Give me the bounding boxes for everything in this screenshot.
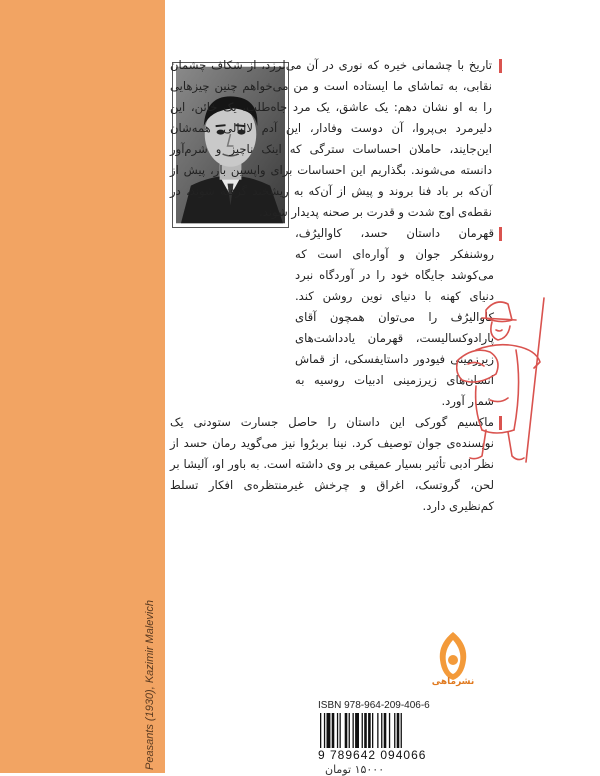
back-cover-text [170, 55, 500, 517]
price-label: ۱۵۰۰۰ تومان [325, 763, 385, 776]
book-spine [0, 0, 165, 773]
publisher-name: نشرماهی [431, 677, 475, 687]
peasant-illustration [456, 290, 564, 465]
blurb-paragraph-3: ماکسیم گورکی این داستان را حاصل جسارت ستودنی یک نویسنده‌ی جوان توصیف کرد. نینا بربرُوا نیز می‌گوید رمان حسد از نظر ادبی تأثیر بسیار عمیقی بر وی داشته است. به باور او، آلیشا بر لحن، گروتسک، اغراق و چرخش غیرمنتظره‌ی افکار تسلط کم‌نظیری دارد. [170, 412, 500, 517]
blurb-paragraph-1: تاریخ با چشمانی خیره که نوری در آن می‌لرزد، از شکاف چشمان نقابی، به تماشای ما ایستاده است و من می‌خواهم چنین چیزهایی را به او نشان دهم: یک عاشق، یک مرد جاه‌طلب، یک خائن، این دلیرمرد بی‌پروا، آن دوست وفادار، این آدم لاابالی. همه‌شان این‌جایند، حاملان احساسات سترگی که اینک ناچیز و شرم‌آور دانسته می‌شوند. بگذاریم این احساسات برای واپسین بار، پیش از آن‌که بر باد فنا بروند و پیش از آن‌که به ریشخند گرفته شوند، در نقطه‌ی اوج شدت و قدرت بر صحنه پدیدار شوند. [170, 55, 500, 223]
painting-credit: Peasants (1930), Kazimir Malevich [144, 600, 156, 770]
paragraph-marker [499, 59, 502, 73]
paragraph-marker [499, 227, 502, 241]
isbn-text: ISBN 978-964-209-406-6 [318, 700, 430, 711]
barcode-icon [318, 713, 453, 753]
blurb-paragraph-2: قهرمان داستان حسد، کاوالیرُف، روشنفکر جوان و آواره‌ای است که می‌کوشد جایگاه خود را در آوردگاه نبرد دنیای کهنه با دنیای نوین روشن کند. کاوالیرُف را می‌توان همچون آقای پارادوکسالیست، قهرمان یادداشت‌های زیرزمینی فیودور داستایفسکی، از قماش انسان‌های زیرزمینی ادبیات روسیه به شمار آورد. [295, 223, 500, 412]
barcode-number: 9 789642 094066 [318, 748, 453, 762]
